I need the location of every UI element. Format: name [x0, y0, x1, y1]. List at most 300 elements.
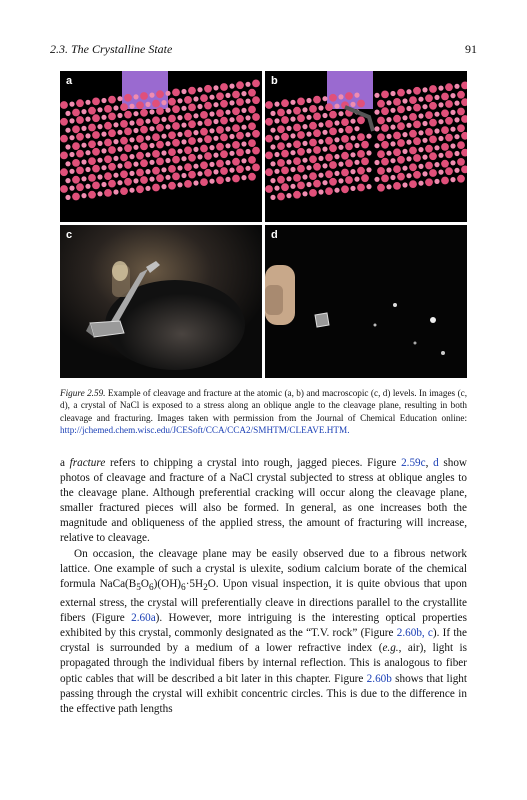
- atom: [120, 137, 128, 145]
- atom: [281, 99, 289, 107]
- atom: [390, 91, 395, 96]
- atom: [406, 89, 411, 94]
- atom: [386, 117, 391, 122]
- atom: [345, 143, 353, 151]
- atom: [149, 109, 154, 114]
- atom: [216, 109, 224, 117]
- atom: [81, 109, 86, 114]
- atom: [409, 113, 417, 121]
- atom: [149, 160, 154, 165]
- atom: [277, 176, 285, 184]
- atom: [241, 91, 246, 96]
- atom: [402, 98, 407, 103]
- atomic-lattice-image: [60, 71, 262, 222]
- atom: [209, 179, 214, 184]
- atom: [124, 161, 132, 169]
- atom: [338, 178, 343, 183]
- atom: [290, 150, 295, 155]
- atom: [124, 111, 132, 119]
- atom: [445, 117, 453, 125]
- caption-link[interactable]: http://jchemed.chem.wisc.edu/JCESoft/CCA/CCA2/SMHTM/CLEAVE.HTM.: [60, 425, 350, 436]
- fracture-photo: [265, 225, 467, 378]
- atom: [117, 147, 122, 152]
- atom: [270, 128, 275, 133]
- atom: [457, 124, 465, 132]
- atom: [129, 171, 134, 176]
- atom: [277, 109, 285, 117]
- atom: [252, 80, 260, 88]
- atom: [181, 156, 186, 161]
- atom: [200, 145, 208, 153]
- atom: [354, 126, 359, 131]
- atom: [429, 85, 437, 93]
- atom: [108, 146, 116, 154]
- atom: [241, 175, 246, 180]
- paragraph: a fracture refers to chipping a crystal into rough, jagged pieces. Figure 2.59c, d show photos of cleavage and fracture of a NaCl crystal subjected to stress at oblique angles to the cleavage plane. Although preferential cracking will occur along the cleavage plane, smaller fractured pieces will also be formed. In general, as one increases both the magnitude and obliqueness of the applied stress, the amount of fracturing will increase, relative to cleavage.: [60, 457, 468, 545]
- atom: [325, 120, 333, 128]
- atom: [140, 109, 148, 117]
- atom: [184, 180, 192, 188]
- atom: [136, 101, 144, 109]
- atom: [241, 108, 246, 113]
- atom: [232, 124, 240, 132]
- atom: [193, 113, 198, 118]
- atom: [265, 101, 273, 109]
- atom: [409, 96, 417, 104]
- atom: [265, 168, 273, 176]
- atom: [92, 131, 100, 139]
- atom: [274, 102, 279, 107]
- atom: [457, 91, 465, 99]
- atom: [409, 163, 417, 171]
- atom: [413, 171, 421, 179]
- atom: [274, 152, 279, 157]
- atom: [129, 154, 134, 159]
- atom: [377, 100, 385, 108]
- atom: [156, 158, 164, 166]
- figure-ref-link[interactable]: d: [433, 457, 439, 469]
- atom: [200, 111, 208, 119]
- atom: [252, 113, 260, 121]
- atom: [216, 143, 224, 151]
- atom: [377, 117, 385, 125]
- atom: [441, 93, 449, 101]
- atom: [133, 178, 138, 183]
- atom: [88, 174, 96, 182]
- atom: [113, 105, 118, 110]
- atom: [72, 125, 80, 133]
- atom: [92, 98, 100, 106]
- atom: [76, 116, 84, 124]
- panel-c-macroscopic-photo: [60, 225, 262, 378]
- atom: [165, 175, 170, 180]
- atom: [69, 169, 74, 174]
- atom: [65, 111, 70, 116]
- atom: [188, 171, 196, 179]
- atom: [177, 132, 182, 137]
- atom: [152, 100, 160, 108]
- atom: [209, 128, 214, 133]
- atom: [133, 128, 138, 133]
- atom: [225, 110, 230, 115]
- atom: [434, 179, 439, 184]
- atom: [318, 189, 323, 194]
- atom: [386, 134, 391, 139]
- atom: [277, 125, 285, 133]
- atom: [156, 90, 164, 98]
- atom: [406, 123, 411, 128]
- atom: [341, 135, 349, 143]
- atom: [88, 107, 96, 115]
- atom: [133, 111, 138, 116]
- atom: [188, 87, 196, 95]
- atom: [334, 137, 339, 142]
- atom: [309, 155, 317, 163]
- atom: [334, 154, 339, 159]
- atom: [168, 131, 176, 139]
- atom: [152, 167, 160, 175]
- atom: [97, 158, 102, 163]
- atom: [357, 184, 365, 192]
- atom: [397, 173, 405, 181]
- atom: [454, 117, 459, 122]
- atom: [197, 87, 202, 92]
- atom: [145, 135, 150, 140]
- atom: [124, 94, 132, 102]
- atom: [345, 92, 353, 100]
- atom: [329, 128, 337, 136]
- atom: [313, 146, 321, 154]
- atom: [181, 139, 186, 144]
- atom: [213, 85, 218, 90]
- atom: [245, 115, 250, 120]
- atom: [184, 96, 192, 104]
- atom: [265, 135, 273, 143]
- atom: [313, 96, 321, 104]
- atom: [161, 100, 166, 105]
- atom: [72, 193, 80, 201]
- atom: [140, 159, 148, 167]
- atom: [197, 121, 202, 126]
- atom: [297, 98, 305, 106]
- atom: [76, 167, 84, 175]
- atom: [381, 175, 389, 183]
- atom: [145, 186, 150, 191]
- atom: [418, 113, 423, 118]
- atom: [306, 148, 311, 153]
- panel-label: b: [271, 75, 278, 87]
- atom: [293, 191, 301, 199]
- atom: [108, 96, 116, 104]
- atom: [350, 135, 355, 140]
- atom: [357, 133, 365, 141]
- atom: [172, 89, 180, 97]
- atom: [318, 173, 323, 178]
- atom: [393, 165, 401, 173]
- atom: [434, 162, 439, 167]
- figure-ref-link[interactable]: 2.60b, c: [396, 627, 433, 640]
- atom: [409, 147, 417, 155]
- atom: [204, 152, 212, 160]
- atom: [165, 108, 170, 113]
- atom: [117, 113, 122, 118]
- atom: [65, 128, 70, 133]
- atom: [92, 182, 100, 190]
- atom: [92, 148, 100, 156]
- atom: [397, 122, 405, 130]
- caption-text: Example of cleavage and fracture at the atomic (a, b) and macroscopic (c, d) levels. In images (c, d), a crystal of NaCl is exposed to a stress along an oblique angle to the cleavage plane, resulting in both cleavage and fracturing. Images taken with permission from the Journal of Chemical Education online:: [60, 388, 467, 423]
- atom: [265, 152, 273, 160]
- atom: [140, 126, 148, 134]
- atom: [434, 128, 439, 133]
- atom: [286, 193, 291, 198]
- atom: [72, 176, 80, 184]
- atom: [204, 169, 212, 177]
- atom: [149, 143, 154, 148]
- atom: [88, 191, 96, 199]
- atom: [397, 89, 405, 97]
- atom: [165, 124, 170, 129]
- atom: [329, 111, 337, 119]
- atom: [213, 169, 218, 174]
- atom: [108, 180, 116, 188]
- atom: [438, 86, 443, 91]
- atom: [313, 163, 321, 171]
- atom: [381, 141, 389, 149]
- atom: [200, 128, 208, 136]
- panel-label: c: [66, 229, 73, 241]
- atom: [184, 146, 192, 154]
- atom: [181, 173, 186, 178]
- atom: [265, 185, 273, 193]
- atom: [434, 145, 439, 150]
- atom: [406, 156, 411, 161]
- atom: [297, 114, 305, 122]
- atom: [220, 83, 228, 91]
- atom: [184, 163, 192, 171]
- atom: [209, 111, 214, 116]
- atom: [409, 130, 417, 138]
- atom: [76, 150, 84, 158]
- atom: [445, 167, 453, 175]
- atom: [193, 147, 198, 152]
- atom: [220, 117, 228, 125]
- atom: [341, 185, 349, 193]
- atom: [129, 104, 134, 109]
- atom: [422, 121, 427, 126]
- atom: [390, 141, 395, 146]
- atom: [293, 157, 301, 165]
- atom: [438, 102, 443, 107]
- atom: [81, 143, 86, 148]
- atom: [429, 102, 437, 110]
- atom: [306, 115, 311, 120]
- atom: [76, 183, 84, 191]
- atom: [341, 152, 349, 160]
- atom: [329, 178, 337, 186]
- atom: [302, 158, 307, 163]
- atom: [104, 139, 112, 147]
- atom: [108, 163, 116, 171]
- atom: [88, 140, 96, 148]
- atom: [85, 184, 90, 189]
- atom: [286, 126, 291, 131]
- atom: [422, 87, 427, 92]
- atom: [184, 130, 192, 138]
- atom: [120, 170, 128, 178]
- atom: [69, 186, 74, 191]
- atom: [445, 151, 453, 159]
- atom: [200, 94, 208, 102]
- atom: [441, 160, 449, 168]
- atom: [366, 167, 371, 172]
- atom: [290, 167, 295, 172]
- atom: [72, 109, 80, 117]
- figure-ref-link[interactable]: 2.60a: [131, 612, 156, 625]
- atom: [425, 94, 433, 102]
- atom: [101, 182, 106, 187]
- atom: [88, 157, 96, 165]
- atom: [140, 92, 148, 100]
- atom: [225, 177, 230, 182]
- atom: [309, 105, 317, 113]
- atom: [172, 139, 180, 147]
- atom: [133, 162, 138, 167]
- atom: [197, 138, 202, 143]
- atom: [248, 89, 256, 97]
- atom: [322, 96, 327, 101]
- atom: [136, 135, 144, 143]
- atom: [322, 113, 327, 118]
- atom: [184, 113, 192, 121]
- atom: [361, 174, 369, 182]
- atom: [97, 191, 102, 196]
- atom: [113, 173, 118, 178]
- atom: [140, 143, 148, 151]
- atom: [322, 180, 327, 185]
- atom: [197, 154, 202, 159]
- atom: [88, 124, 96, 132]
- atom: [245, 99, 250, 104]
- atom: [232, 91, 240, 99]
- atom: [350, 169, 355, 174]
- atom: [313, 113, 321, 121]
- atom: [156, 174, 164, 182]
- atom: [161, 184, 166, 189]
- atom: [374, 110, 379, 115]
- atom: [281, 133, 289, 141]
- atom: [413, 87, 421, 95]
- atom: [165, 141, 170, 146]
- atom: [204, 102, 212, 110]
- atom: [357, 100, 365, 108]
- atom: [434, 95, 439, 100]
- atom: [441, 109, 449, 117]
- atom: [450, 143, 455, 148]
- atom: [297, 131, 305, 139]
- atom: [248, 106, 256, 114]
- atom: [152, 150, 160, 158]
- atom: [117, 96, 122, 101]
- atom: [117, 180, 122, 185]
- atom: [277, 193, 285, 201]
- atom: [177, 182, 182, 187]
- atom: [454, 134, 459, 139]
- atom: [209, 95, 214, 100]
- atom: [229, 100, 234, 105]
- atom: [85, 117, 90, 122]
- atom: [104, 189, 112, 197]
- atom: [248, 173, 256, 181]
- atom: [390, 158, 395, 163]
- atom: [168, 98, 176, 106]
- atom: [402, 182, 407, 187]
- atom: [397, 139, 405, 147]
- figure-ref-link[interactable]: 2.59c: [401, 457, 426, 469]
- atom: [390, 125, 395, 130]
- atom: [232, 175, 240, 183]
- atom: [429, 169, 437, 177]
- atom: [81, 176, 86, 181]
- atom: [213, 136, 218, 141]
- atom: [286, 159, 291, 164]
- atom: [270, 161, 275, 166]
- atom: [236, 98, 244, 106]
- atom: [270, 111, 275, 116]
- atom: [165, 158, 170, 163]
- atom: [425, 145, 433, 153]
- atom: [281, 167, 289, 175]
- atom: [177, 115, 182, 120]
- panel-label: a: [66, 75, 73, 87]
- atom: [381, 124, 389, 132]
- atom: [302, 191, 307, 196]
- atom: [172, 173, 180, 181]
- atom: [69, 135, 74, 140]
- atom: [72, 142, 80, 150]
- atom: [104, 172, 112, 180]
- atom: [252, 130, 260, 138]
- atom: [193, 180, 198, 185]
- atom: [124, 178, 132, 186]
- atom: [325, 154, 333, 162]
- panel-d-macroscopic-photo: [265, 225, 467, 378]
- cleavage-photo: [60, 225, 262, 378]
- atom: [245, 166, 250, 171]
- atom: [418, 130, 423, 135]
- atom: [236, 165, 244, 173]
- atom: [229, 168, 234, 173]
- atom: [274, 135, 279, 140]
- atom: [149, 93, 154, 98]
- atom: [322, 163, 327, 168]
- atom: [252, 164, 260, 172]
- atom: [229, 117, 234, 122]
- atom: [81, 193, 86, 198]
- atom: [306, 132, 311, 137]
- atom: [338, 111, 343, 116]
- atom: [406, 106, 411, 111]
- atom: [393, 182, 401, 190]
- figure-ref-link[interactable]: 2.60b: [366, 672, 392, 685]
- atom: [149, 177, 154, 182]
- atom: [241, 141, 246, 146]
- atom: [197, 104, 202, 109]
- atom: [101, 132, 106, 137]
- atom: [161, 117, 166, 122]
- atom: [338, 128, 343, 133]
- atom: [236, 132, 244, 140]
